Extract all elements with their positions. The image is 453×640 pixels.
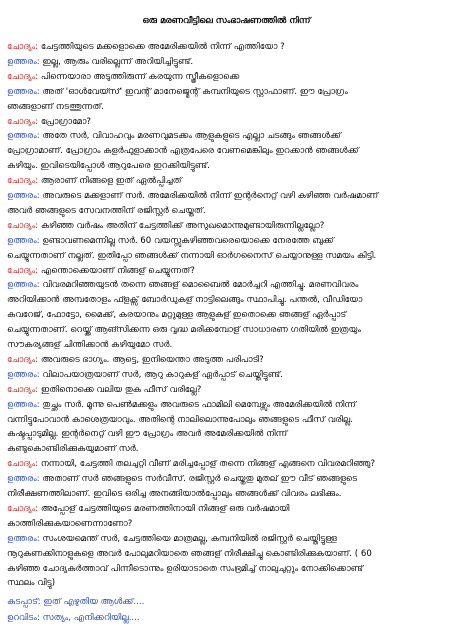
continuation-line — [7, 102, 447, 113]
article-title: ഒരു മരണവീട്ടിലെ സംഭാഷണത്തിൽ നിന്ന് — [142, 16, 311, 26]
question-line — [7, 42, 447, 53]
answer-label: ഉത്തരം: — [7, 191, 43, 201]
line-text: പ്രോഗ്രാമാണ്. പ്രോഗ്രാം കളർഫുളാക്കാൻ എത്രപേരെ വേണമെങ്കിലും ഇറക്കാൻ ഞങ്ങൾക്ക് — [7, 146, 359, 157]
question-line — [7, 221, 447, 232]
question-label: ചോദ്യം: — [7, 71, 41, 82]
answer-line — [7, 474, 447, 485]
question-line — [7, 117, 447, 128]
question-line — [7, 266, 447, 277]
continuation-line — [7, 161, 447, 172]
continuation-line — [7, 310, 447, 321]
question-line — [7, 504, 447, 515]
question-label: ചോദ്യം: — [7, 459, 41, 470]
line-text: തുച്ഛം സർ. മൂന്നു പെൺമക്കളും അവരുടെ ഫാമിലി മെമ്പേഴ്സും അമേരിക്കയിൽ നിന്ന് — [42, 399, 356, 410]
answer-label: ഉത്തരം: — [7, 369, 43, 380]
question-line — [7, 385, 447, 396]
continuation-line — [7, 489, 447, 500]
question-label: ചോദ്യം: — [7, 354, 41, 365]
line-text: ഞങ്ങളാണ് നടത്തുന്നത്. — [7, 101, 105, 112]
line-text: അവർ ഞങ്ങളുടെ സേവനത്തിന് രജിസ്റ്റർ ചെയ്തത്. — [7, 205, 206, 216]
line-text: അവരുടെ ഭാഗ്യം. ആട്ടെ, ഇനിയെന്താ അടുത്ത പരിപാടി? — [40, 354, 264, 365]
continuation-line — [7, 340, 447, 351]
line-text: കാത്തിരിക്കുകയാണെന്നാണോ? — [7, 518, 133, 529]
answer-line — [7, 87, 447, 98]
answer-label: ഉത്തരം: — [7, 235, 43, 246]
line-text: ചെയ്യുന്നതാണ് നല്ലത്. ഇതിപ്പോ ഞങ്ങൾക്ക് നന്നായി ഓർഗനൈസ് ചെയ്യാനുള്ള സമയം കിട്ടി. — [7, 250, 377, 261]
line-text: അത് 'ഓൾവേയ്സ്' ഇവന്റ് മാനേജ്മെന്റ് കമ്പനിയുടെ സ്റ്റാഫാണ്. ഈ പ്രോഗ്രം — [42, 86, 348, 97]
answer-label: ഉത്തരം: — [7, 280, 43, 291]
question-line — [7, 355, 447, 366]
continuation-line — [7, 295, 447, 306]
line-text: വിലാപയാത്രയാണ് സർ, ആറു കാറുകള് ഏർപ്പാട് ചെയ്തിട്ടുണ്ട്. — [42, 369, 283, 380]
line-text: ആരാണ് നിങ്ങളെ ഇത് ഏൽപ്പിച്ചത് — [40, 176, 182, 187]
line-text: കഴിഞ്ഞ വർഷം അതിന് ചേട്ടത്തിക്ക് അസുഖമൊന്നുമുണ്ടായിരുന്നില്ലല്ലോ? — [40, 220, 325, 231]
line-text: കഴിഞ്ഞ ചോദ്യകർത്താവ് പിന്നീടൊന്നും ഉരിയാടാതെ സംഭ്രമിച്ച് നാലുചുറ്റും നോക്കിക്കൊണ്ട് — [7, 563, 364, 574]
question-label: ചോദ്യം: — [7, 503, 41, 514]
answer-line — [7, 534, 447, 545]
continuation-line — [7, 564, 447, 575]
continuation-line — [7, 251, 447, 262]
question-label: ചോദ്യം: — [7, 220, 41, 231]
line-text: വിവരമറിഞ്ഞയുടൻ തന്നെ ഞങ്ങള് മൊബൈൽ മോർച്ചറി എത്തിച്ചു. മരണവിവരം — [42, 280, 359, 291]
continuation-line — [7, 578, 447, 589]
line-text: കണ്ടുകൊണ്ടിരിക്കുകയുമാണ് സർ. — [7, 444, 139, 455]
question-line — [7, 72, 447, 83]
answer-label: ഉത്തരം: — [7, 533, 43, 544]
line-text: അതേ സർ, വിവാഹവും മരണവുമടക്കം ആളുകളുടെ എല്ലാ ചടങ്ങും ഞങ്ങൾക്ക് — [42, 131, 341, 142]
answer-label: ഉത്തരം: — [7, 474, 43, 485]
continuation-line — [7, 519, 447, 530]
line-text: പിന്നെയാരാ അടുത്തിരുന്ന് കരയുന്ന സ്ത്രീകളൊക്കെ — [40, 71, 240, 82]
continuation-line — [7, 429, 447, 440]
line-text: ഉണ്ടാവണമെന്നില്ല സർ. 60 വയസ്സുകഴിഞ്ഞവരെയൊക്കെ നേരത്തേ ബുക്ക് — [42, 235, 334, 246]
line-text: അറിയിക്കാൻ അമ്പതോളം ഫ്ളക്സ് ബോർഡുകള് നാട്ടിലെങ്ങും സ്ഥാപിച്ചു. പന്തൽ, വീഡിയോ — [7, 295, 363, 306]
question-label: ചോദ്യം: — [7, 384, 41, 395]
continuation-line — [7, 146, 447, 157]
answer-line — [7, 370, 447, 381]
line-text: നൂറുകണക്കിനാളുകളെ അവർ പോലുമറിയാതെ ഞങ്ങള് നിരീക്ഷിച്ചു കൊണ്ടിരിക്കുകയാണ്. ( 60 — [7, 548, 372, 559]
question-line — [7, 176, 447, 187]
line-text: ഇതിനൊക്കെ വലിയ തുക ഫീസ് വരില്ലേ? — [40, 384, 202, 395]
answer-line — [7, 400, 447, 411]
answer-line — [7, 131, 447, 142]
question-label: ചോദ്യം: — [7, 176, 41, 187]
line-text: പ്രോഗ്രാമോ? — [40, 116, 91, 127]
answer-label: ഉത്തരം: — [7, 131, 43, 142]
line-text: സംശയമെന്ത് സർ, ചേട്ടത്തിയെ മാത്രമല്ല, കമ്പനിയിൽ രജിസ്റ്റർ ചെയ്തിട്ടുള്ള — [42, 533, 337, 544]
question-label: ചോദ്യം: — [7, 265, 41, 276]
answer-line — [7, 191, 447, 202]
line-text: അതാണ് സർ ഞങ്ങളുടെ സർവീസ്. രജിസ്റ്റർ ചെയ്തതു മുതല് ഈ വീട് ഞങ്ങളുടെ — [42, 474, 358, 485]
line-text: കഷ്ടപ്പാടുമില്ല. ഇന്റർനെറ്റ് വഴി ഈ പ്രോഗ്രം അവർ അമേരിക്കയിൽ നിന്ന് — [7, 429, 288, 440]
answer-line — [7, 57, 447, 68]
line-text: കവറേജ്, ഫോട്ടോ, മൈക്ക്, കരയാനും മറ്റുമുള്ള ആളുകള് ഇതൊക്കെ ഞങ്ങള് ഏർപ്പാട് — [7, 310, 347, 321]
line-text: അവരുടെ മക്കളാണ് സർ. അമേരിക്കയിൽ നിന്ന് ഇന്റർനെറ്റ് വഴി കഴിഞ്ഞ വർഷമാണ് — [42, 191, 379, 201]
continuation-line — [7, 206, 447, 217]
line-text: കഴിയും. ഇവിടെയിപ്പോൾ ആറുപേരെ ഇറക്കിയിട്ടുണ്ട്. — [7, 161, 210, 172]
answer-label: ഉത്തരം: — [7, 86, 43, 97]
line-text: വന്നിട്ടുപോവാൻ കാശെത്രയാവും. അതിന്റെ നാലിലൊന്നുപോലും ഞങ്ങളുടെ ഫീസ് വരില്ല. — [7, 414, 354, 425]
answer-label: ഉത്തരം: — [7, 399, 43, 410]
answer-line — [7, 280, 447, 291]
question-line — [7, 459, 447, 470]
line-text: നിരീക്ഷണത്തിലാണ്. ഇവിടെ ഒരിച്ച അനങ്ങിയാൽപ്പോലും ഞങ്ങൾക്ക് വിവരം ലഭിക്കും. — [7, 489, 342, 499]
continuation-line — [7, 444, 447, 455]
credit-line: കടപ്പാട്: ഇത് എഴുതിയ ആൾക്ക്.... — [7, 597, 145, 607]
line-text: അപ്പോള് ചേട്ടത്തിയുടെ മരണത്തിനായി നിങ്ങള് ഒരു വർഷമായി — [40, 503, 290, 514]
answer-line — [7, 236, 447, 247]
continuation-line — [7, 549, 447, 560]
line-text: ചെയ്യുന്നതാണ്. റെയ്ക്ക് ആങ്സിക്കന്ന ഒരു വൃദ്ധ മരിക്കമ്പോള് സാധാരണ ഗതിയിൽ ഇത്രയും — [7, 325, 361, 336]
answer-label: ഉത്തരം: — [7, 56, 43, 67]
continuation-line — [7, 325, 447, 336]
line-text: ഇല്ല, ആരും വരില്ലെന്ന് അറിയിച്ചിട്ടുണ്ട്. — [42, 56, 194, 67]
continuation-line — [7, 415, 447, 426]
question-label: ചോദ്യം: — [7, 116, 41, 127]
line-text: സ്ഥലം വിട്ടു) — [7, 578, 56, 589]
line-text: ചേട്ടത്തിയുടെ മക്കളൊക്കെ അമേരിക്കയിൽ നിന്ന് എത്തിയോ ? — [40, 42, 285, 52]
line-text: സൗകര്യങ്ങള് ചിന്തിക്കാൻ കഴിയുമോ സർ. — [7, 340, 173, 350]
line-text: എന്തൊക്കെയാണ് നിങ്ങള് ചെയ്യുന്നത്? — [40, 265, 195, 276]
source-line: ഉറവിടം: സത്യം, എനിക്കറിയില്ല.... — [7, 613, 140, 623]
line-text: നന്നായി, ചേട്ടത്തി തലചുറ്റി വീണ് മരിച്ചപ്പോള് തന്നെ നിങ്ങള് എങ്ങനെ വിവരമറിഞ്ഞു? — [40, 459, 376, 470]
question-label: ചോദ്യം: — [7, 42, 41, 52]
